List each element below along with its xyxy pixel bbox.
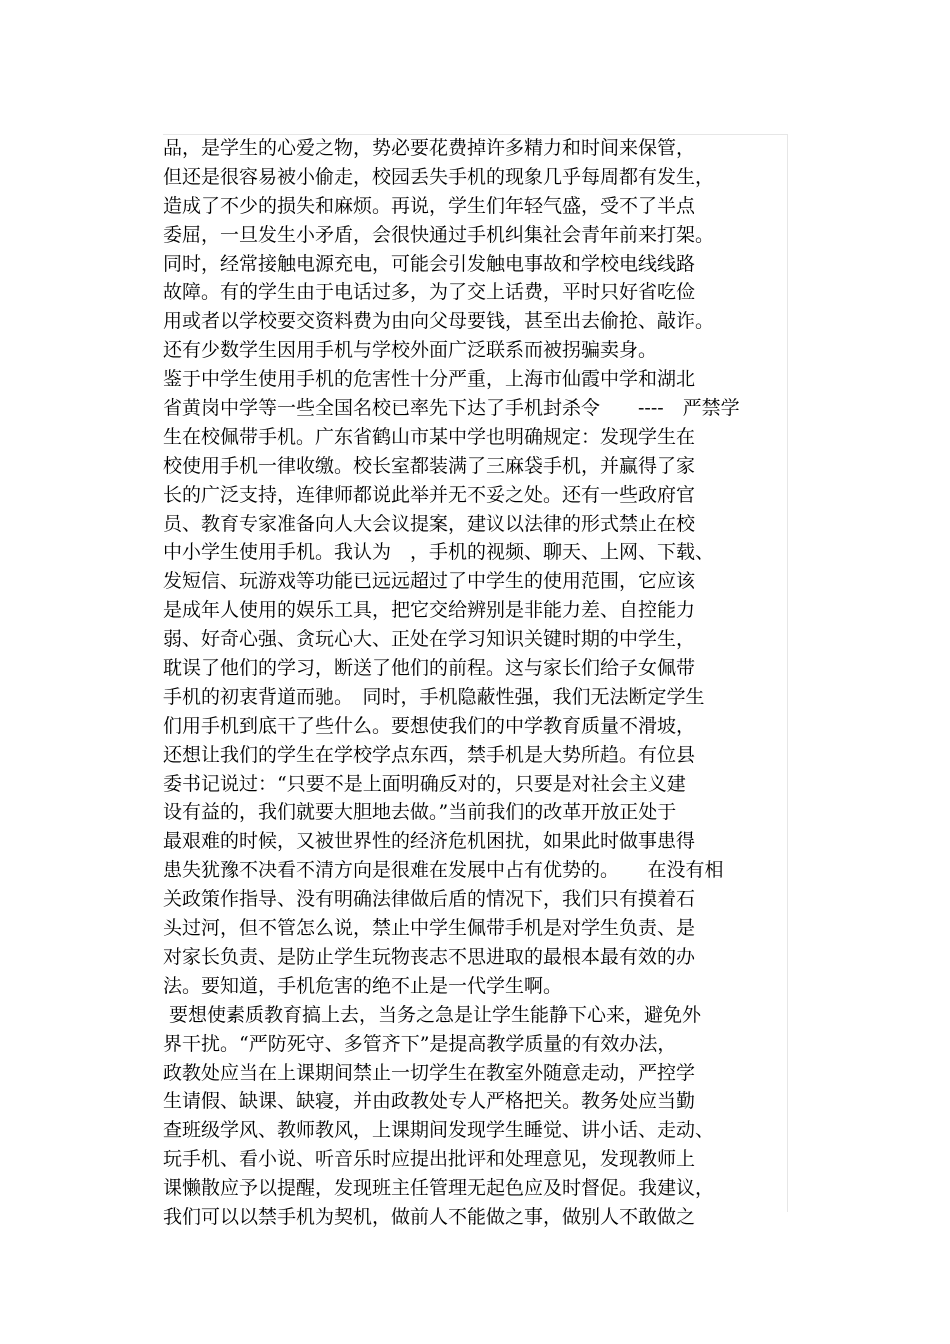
text-line: 同时，经常接触电源充电，可能会引发触电事故和学校电线线路 [163, 252, 696, 275]
text-line: 查班级学风、教师教风，上课期间发现学生睡觉、讲小话、走动、 [163, 1119, 715, 1142]
text-line: 生在校佩带手机。广东省鹤山市某中学也明确规定：发现学生在 [163, 425, 696, 448]
text-line: 校使用手机一律收缴。校长室都装满了三麻袋手机，并赢得了家 [163, 454, 696, 477]
text-line: 弱、好奇心强、贪玩心大、正处在学习知识关键时期的中学生， [163, 628, 696, 651]
text-line: 法。要知道，手机危害的绝不止是一代学生啊。 [163, 974, 563, 997]
text-line: 头过河，但不管怎么说，禁止中学生佩带手机是对学生负责、是 [163, 917, 696, 940]
text-line: 关政策作指导、没有明确法律做后盾的情况下，我们只有摸着石 [163, 888, 696, 911]
text-line: 故障。有的学生由于电话过多，为了交上话费，平时只好省吃俭 [163, 281, 696, 304]
text-line: 最艰难的时候，又被世界性的经济危机困扰，如果此时做事患得 [163, 830, 696, 853]
text-line: 长的广泛支持，连律师都说此举并无不妥之处。还有一些政府官 [163, 483, 696, 506]
text-line: 省黄岗中学等一些全国名校已率先下达了手机封杀令 ---- 严禁学 [163, 397, 740, 420]
text-line: 对家长负责、是防止学生玩物丧志不思进取的最根本最有效的办 [163, 945, 696, 968]
text-line: 造成了不少的损失和麻烦。再说，学生们年轻气盛，受不了半点 [163, 194, 696, 217]
text-line: 要想使素质教育搞上去，当务之急是让学生能静下心来，避免外 [163, 1003, 702, 1026]
text-line: 还想让我们的学生在学校学点东西，禁手机是大势所趋。有位县 [163, 743, 696, 766]
text-line: 课懒散应予以提醒，发现班主任管理无起色应及时督促。我建议， [163, 1177, 715, 1200]
text-line: 但还是很容易被小偷走，校园丢失手机的现象几乎每周都有发生， [163, 165, 715, 188]
text-line: 耽误了他们的学习，断送了他们的前程。这与家长们给子女佩带 [163, 657, 696, 680]
text-line: 用或者以学校要交资料费为由向父母要钱，甚至出去偷抢、敲诈。 [163, 310, 715, 333]
text-line: 我们可以以禁手机为契机，做前人不能做之事，做别人不敢做之 [163, 1205, 696, 1228]
text-line: 发短信、玩游戏等功能已远远超过了中学生的使用范围，它应该 [163, 570, 696, 593]
text-line: 政教处应当在上课期间禁止一切学生在教室外随意走动，严控学 [163, 1061, 696, 1084]
text-line: 患失犹豫不决看不清方向是很难在发展中占有优势的。 在没有相 [163, 859, 724, 882]
text-line: 中小学生使用手机。我认为 ，手机的视频、聊天、上网、下载、 [163, 541, 715, 564]
text-line: 委书记说过：“只要不是上面明确反对的，只要是对社会主义建 [163, 772, 686, 795]
text-line: 界干扰。“严防死守、多管齐下”是提高教学质量的有效办法， [163, 1032, 677, 1055]
text-line: 员、教育专家准备向人大会议提案，建议以法律的形式禁止在校 [163, 512, 696, 535]
text-line: 们用手机到底干了些什么。要想使我们的中学教育质量不滑坡， [163, 714, 696, 737]
text-line: 手机的初衷背道而驰。 同时，手机隐蔽性强，我们无法断定学生 [163, 685, 705, 708]
text-line: 委屈，一旦发生小矛盾，会很快通过手机纠集社会青年前来打架。 [163, 223, 715, 246]
body-text [163, 134, 793, 1232]
text-line: 是成年人使用的娱乐工具，把它交给辨别是非能力差、自控能力 [163, 599, 696, 622]
text-line: 还有少数学生因用手机与学校外面广泛联系而被拐骗卖身。 [163, 339, 658, 362]
text-line: 生请假、缺课、缺寝，并由政教处专人严格把关。教务处应当勤 [163, 1090, 696, 1113]
text-line: 玩手机、看小说、听音乐时应提出批评和处理意见，发现教师上 [163, 1148, 696, 1171]
text-line: 品，是学生的心爱之物，势必要花费掉许多精力和时间来保管， [163, 137, 696, 159]
text-line: 设有益的，我们就要大胆地去做。”当前我们的改革开放正处于 [163, 801, 677, 824]
text-line: 鉴于中学生使用手机的危害性十分严重，上海市仙霞中学和湖北 [163, 368, 696, 391]
